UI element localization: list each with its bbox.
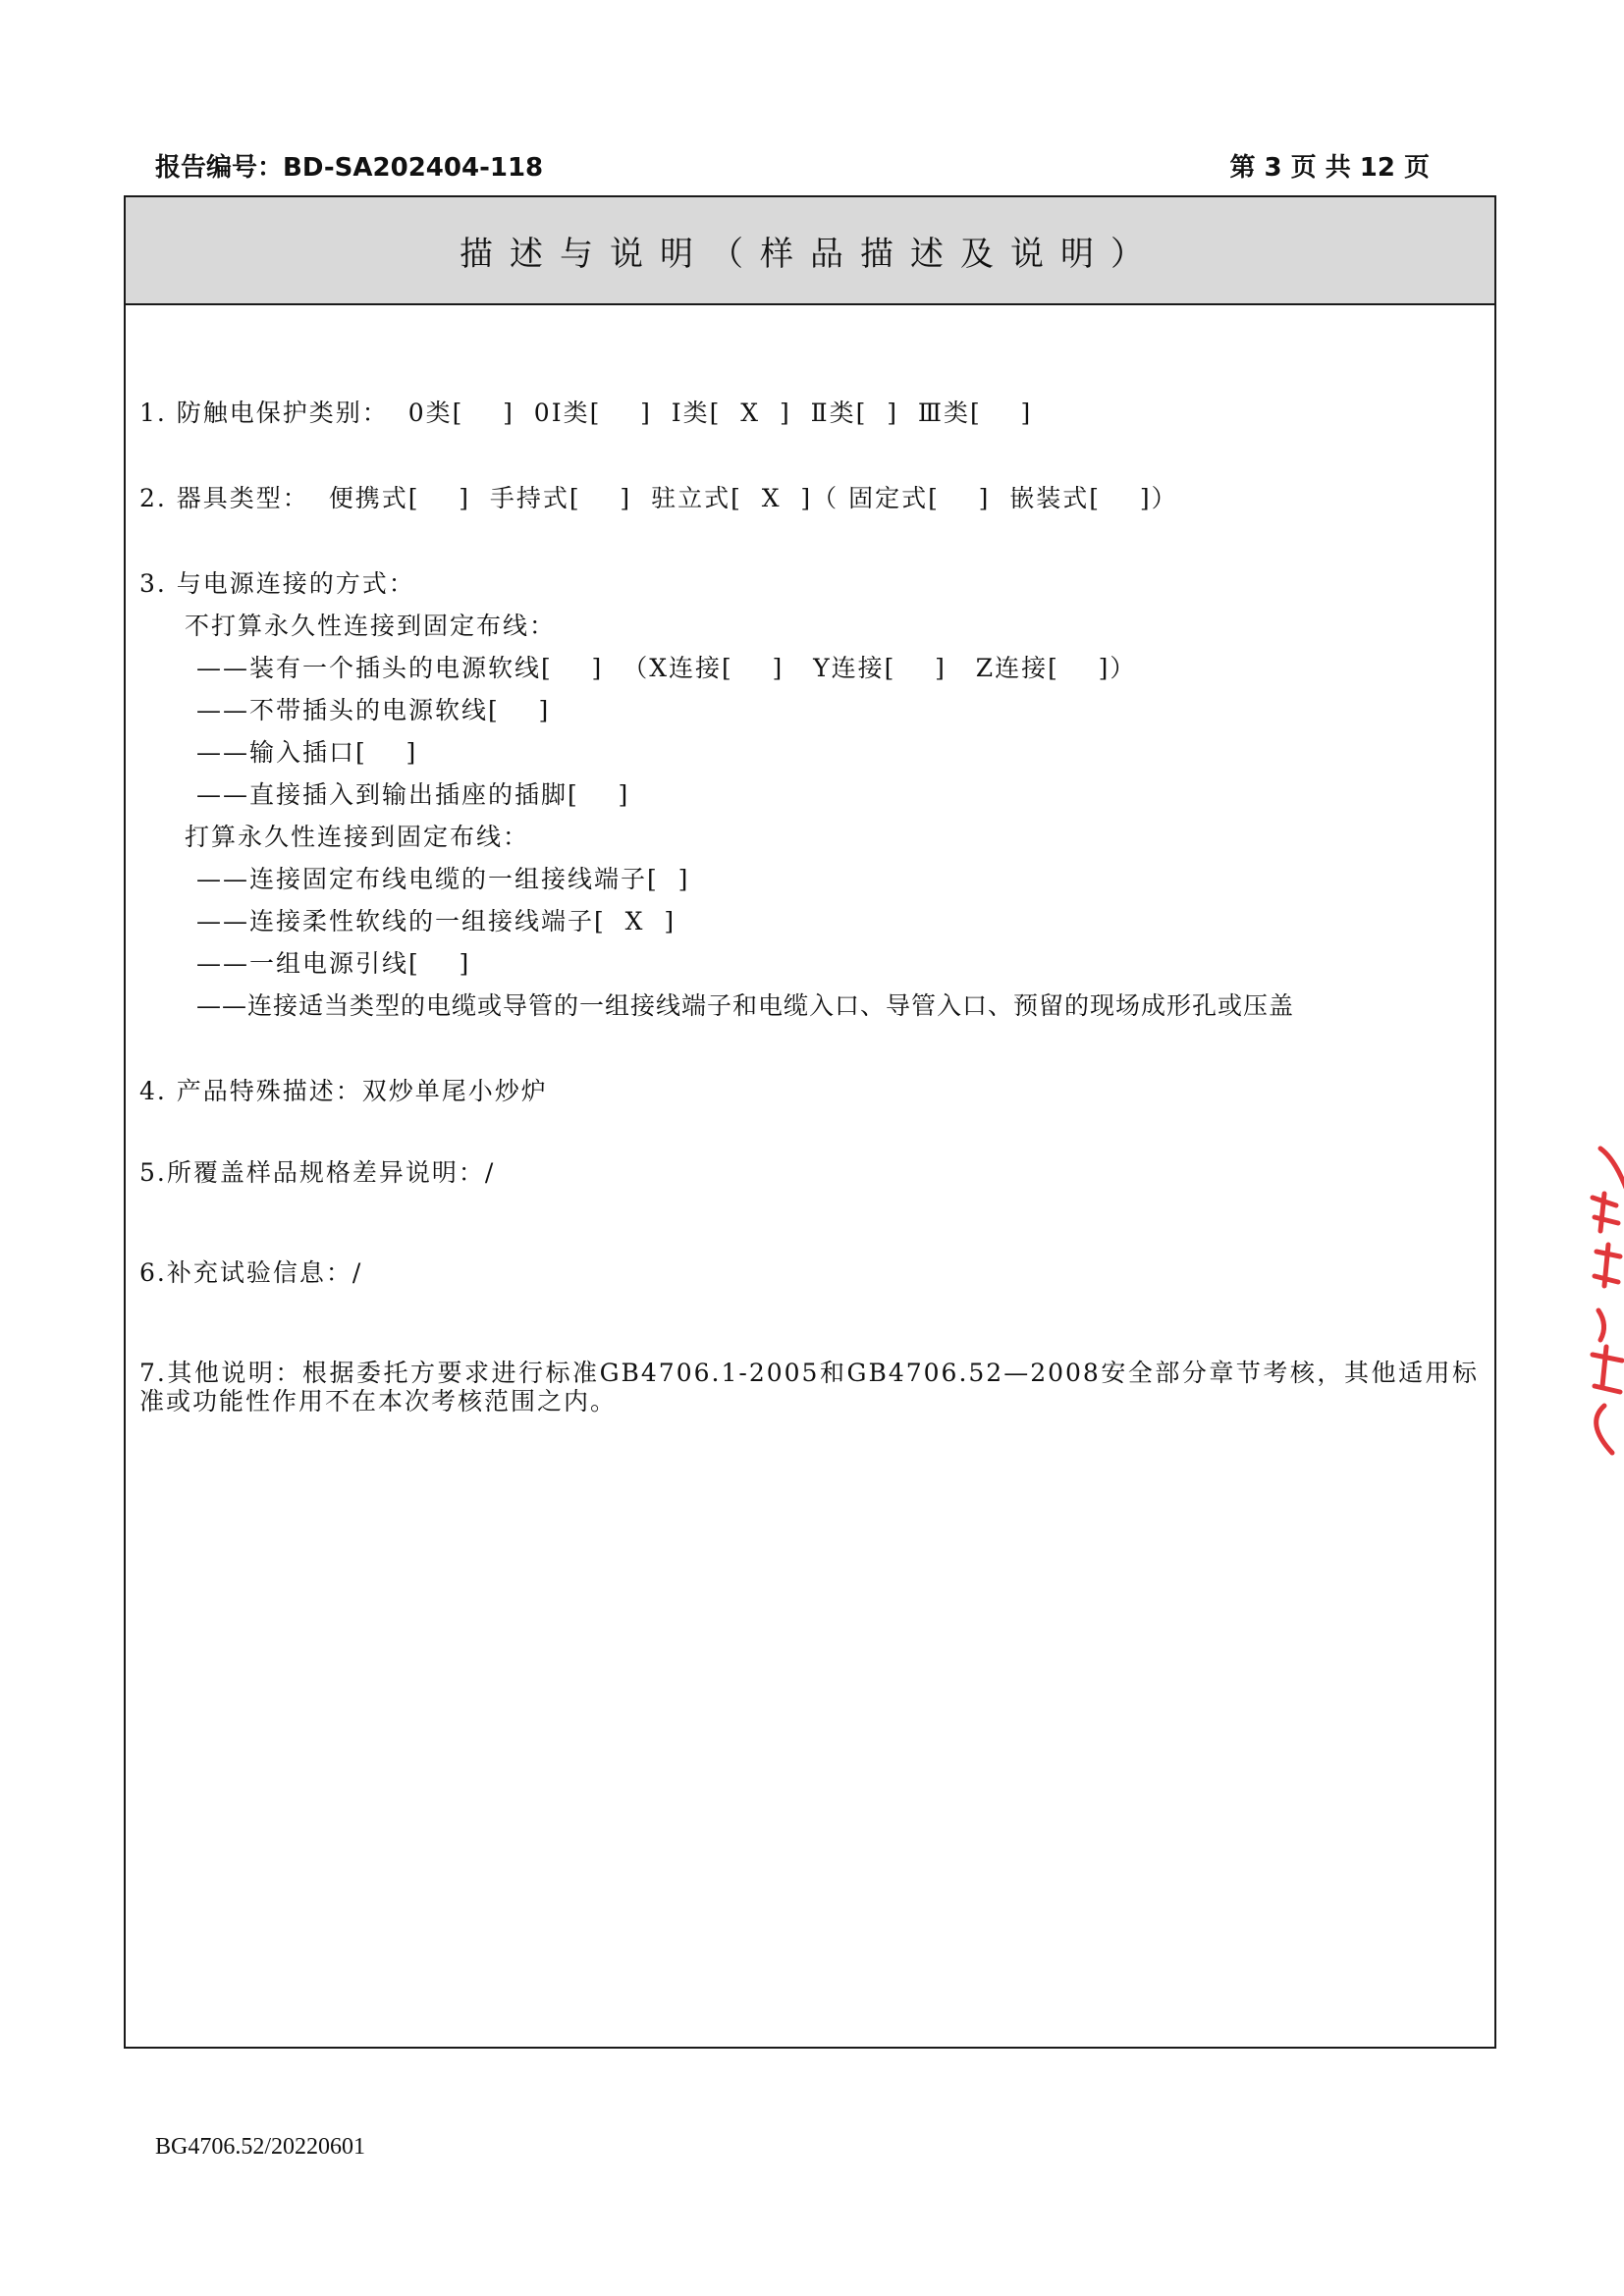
option-leads: ——一组电源引线[ ]	[196, 949, 471, 978]
option-flexible-cord-terminals: ——连接柔性软线的一组接线端子[ X ]	[196, 907, 677, 935]
form-code: BG4706.52/20220601	[155, 2134, 366, 2160]
appliance-type-line: 2. 器具类型： 便携式[ ] 手持式[ ] 驻立式[ X ]（ 固定式[ ] 嵌装式[ ]）	[139, 484, 1178, 512]
option-plug-cord: ——装有一个插头的电源软线[ ] （X连接[ ] Y连接[ ] Z连接[ ]）	[196, 654, 1137, 682]
option-direct-pins: ——直接插入到输出插座的插脚[ ]	[196, 780, 630, 809]
protection-class-line: 1. 防触电保护类别： 0类[ ] 0Ⅰ类[ ] Ⅰ类[ X ] Ⅱ类[ ] Ⅲ类[ ]	[139, 399, 1033, 427]
page-number: 第 3 页 共 12 页	[1229, 153, 1430, 183]
special-description: 4. 产品特殊描述：双炒单尾小炒炉	[139, 1077, 548, 1105]
option-cord-no-plug: ——不带插头的电源软线[ ]	[196, 696, 551, 724]
description-table	[124, 195, 1496, 2049]
section-title: 描述与说明（样品描述及说明）	[126, 197, 1494, 305]
report-number: 报告编号：BD-SA202404-118	[155, 153, 544, 183]
supplementary-info: 6.补充试验信息：/	[139, 1258, 363, 1287]
permanent-heading: 打算永久性连接到固定布线：	[185, 823, 530, 851]
option-conduit-entries: ——连接适当类型的电缆或导管的一组接线端子和电缆入口、导管入口、预留的现场成形孔或压盖	[196, 991, 1295, 1020]
option-inlet: ——输入插口[ ]	[196, 738, 418, 767]
other-notes: 7.其他说明：根据委托方要求进行标准GB4706.1-2005和GB4706.52—2008安全部分章节考核，其他适用标准或功能性作用不在本次考核范围之内。	[139, 1359, 1479, 1415]
spec-difference: 5.所覆盖样品规格差异说明：/	[139, 1158, 496, 1187]
red-seal-stamp	[1575, 1129, 1624, 1472]
connection-heading: 3. 与电源连接的方式：	[139, 569, 415, 598]
non-permanent-heading: 不打算永久性连接到固定布线：	[185, 612, 557, 640]
seal-edge-graphic	[1575, 1129, 1624, 1472]
page-header	[155, 147, 1430, 187]
description-body	[139, 305, 1485, 2047]
option-fixed-cable-terminals: ——连接固定布线电缆的一组接线端子[ ]	[196, 865, 690, 893]
